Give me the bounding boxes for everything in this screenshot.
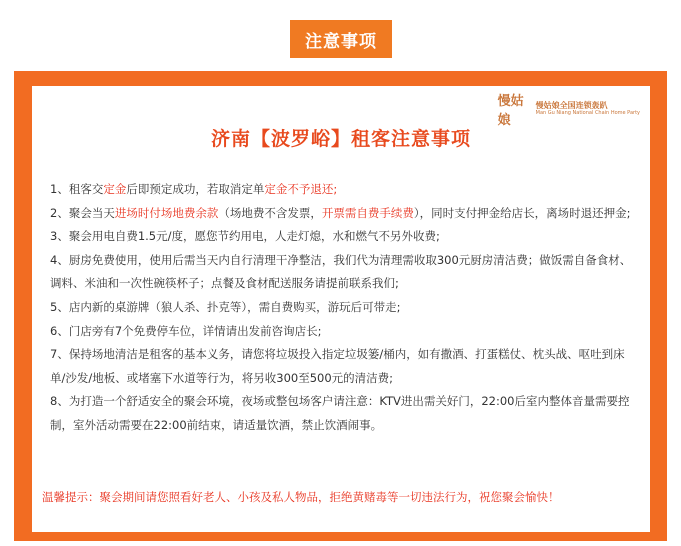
warm-tip: 温馨提示：聚会期间请您照看好老人、小孩及私人物品，拒绝黄赌毒等一切违法行为，祝您聚会愉快！ — [42, 490, 560, 504]
rule-item — [50, 343, 636, 390]
brand-logo — [497, 94, 640, 128]
rule-item — [50, 249, 636, 296]
rule-text: 后即预定成功，若取消定单 — [126, 182, 265, 196]
rule-text: 3、聚会用电自费1.5元/度，愿您节约用电，人走灯熄，水和燃气不另外收费; — [50, 229, 440, 244]
rule-highlight: 定金不予退还; — [264, 182, 338, 196]
notice-card — [32, 86, 650, 532]
rule-text: 2、聚会当天 — [50, 205, 115, 220]
rule-text: ），同时支付押金给店长，离场时退还押金; — [413, 205, 631, 220]
rule-text: 1、租客交 — [50, 182, 104, 196]
logo-name-cn: 慢姑娘全国连锁轰趴 — [535, 100, 608, 110]
rule-item — [50, 390, 636, 437]
rule-highlight: 开票需自费手续费 — [321, 205, 414, 220]
logo-text — [536, 102, 640, 116]
rule-highlight: 定金 — [103, 182, 127, 196]
rule-item — [50, 178, 636, 202]
rule-item — [50, 202, 636, 226]
header-badge: 注意事项 — [290, 20, 392, 58]
logo-mark: 慢姑娘 — [497, 94, 524, 128]
rules-list — [50, 178, 636, 438]
rule-item — [50, 296, 636, 320]
rule-highlight: 进场时付场地费余款 — [114, 205, 219, 220]
rule-text: 6、门店旁有7个免费停车位，详情请出发前咨询店长; — [50, 323, 322, 338]
rule-text: 7、保持场地清洁是租客的基本义务，请您将垃圾投入指定垃圾篓/桶内，如有撒酒、打蛋糕仗、枕头战、呕吐到床单/沙发/地板、或堵塞下水道等行为，将另收300至500元的清洁费; — [50, 347, 625, 385]
rule-text: 4、厨房免费使用，使用后需当天内自行清理干净整洁，我们代为清理需收取300元厨房清洁费；做饭需自备食材、调料、米油和一次性碗筷杯子；点餐及食材配送服务请提前联系我们; — [50, 252, 632, 291]
rule-item — [50, 225, 636, 249]
rule-text: 8、为打造一个舒适安全的聚会环境，夜场或整包场客户请注意：KTV进出需关好门，22:00后室内整体音量需要控制，室外活动需要在22:00前结束，请适量饮酒，禁止饮酒闹事。 — [50, 394, 630, 432]
rule-text: 5、店内新的桌游牌（狼人杀、扑克等），需自费购买，游玩后可带走; — [50, 299, 401, 314]
rule-text: （场地费不含发票， — [218, 205, 322, 220]
logo-name-en: Man Gu Niang National Chain Home Party — [535, 109, 640, 116]
notice-title: 济南【波罗峪】租客注意事项 — [210, 128, 471, 150]
rule-item — [50, 320, 636, 344]
